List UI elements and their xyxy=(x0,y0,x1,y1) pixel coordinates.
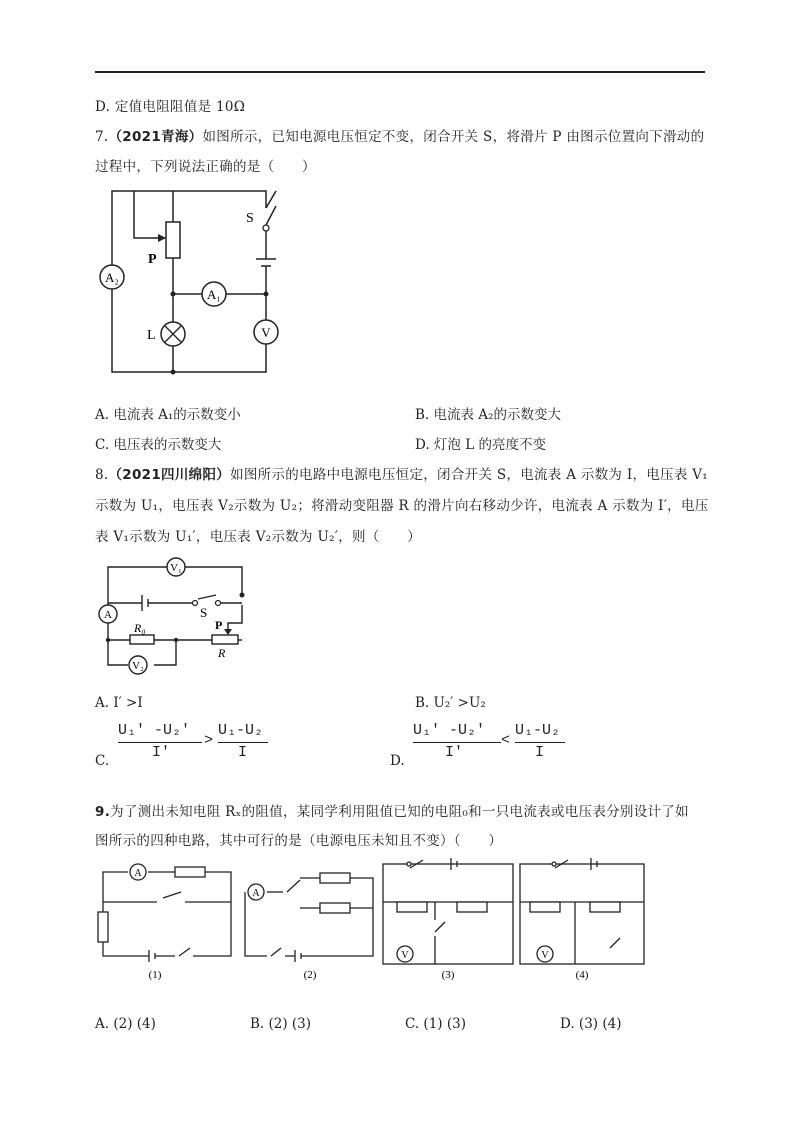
q8-option-c-letter: C. xyxy=(95,753,110,769)
svg-text:V: V xyxy=(541,950,549,961)
q9-stem-line-1 xyxy=(95,803,689,821)
label-r: R xyxy=(218,646,226,660)
q9-circuit-figures xyxy=(95,858,665,982)
switch-contact-icon xyxy=(263,225,269,231)
q7-number: 7. xyxy=(95,129,109,145)
label-a: A xyxy=(104,609,112,621)
q8-option-d-letter: D. xyxy=(390,753,405,769)
q9-option-c: C. (1) (3) xyxy=(405,1016,466,1032)
label-a1: A₁ xyxy=(207,287,221,302)
q8-stem-line-3: 表 V₁示数为 U₁′，电压表 V₂示数为 U₂′，则（ ） xyxy=(95,529,421,545)
svg-text:A: A xyxy=(134,868,142,879)
q8-number: 8. xyxy=(95,467,109,483)
d-numerator-left: U₁′ -U₂′ xyxy=(413,722,486,739)
label-a2: A₂ xyxy=(105,270,119,285)
q9-number: 9. xyxy=(95,804,111,820)
d-denominator-right: I xyxy=(535,744,545,761)
label-s: S xyxy=(246,211,254,226)
q9-option-a: A. (2) (4) xyxy=(95,1016,156,1032)
q7-option-d: D. 灯泡 L 的亮度不变 xyxy=(415,437,546,453)
q8-option-a: A. I′ >I xyxy=(95,695,143,711)
q9-option-b: B. (2) (3) xyxy=(250,1016,312,1032)
svg-text:A: A xyxy=(252,888,260,899)
d-operator: < xyxy=(501,732,511,749)
c-operator: > xyxy=(204,732,214,749)
label-p: P xyxy=(148,252,157,267)
d-numerator-right: U₁-U₂ xyxy=(515,722,561,739)
q8-stem-line-2: 示数为 U₁，电压表 V₂示数为 U₂；将滑动变阻器 R 的滑片向右移动少许，电流表 A 示数为 I′，电压 xyxy=(95,498,709,514)
q9-option-d: D. (3) (4) xyxy=(560,1016,622,1032)
c-numerator-right: U₁-U₂ xyxy=(218,722,264,739)
label-v1: V₁ xyxy=(170,562,182,574)
label-v: V xyxy=(261,325,271,340)
q9-stem-line-2: 图所示的四种电路，其中可行的是（电源电压未知且不变）（ ） xyxy=(95,833,503,849)
svg-text:V: V xyxy=(401,950,409,961)
q8-option-c-expression xyxy=(118,722,278,766)
q8-stem-line-1 xyxy=(95,466,708,484)
label-p8: P xyxy=(215,618,223,632)
c-denominator-left: I′ xyxy=(152,744,171,761)
d-denominator-left: I′ xyxy=(445,744,464,761)
q7-stem-line-1 xyxy=(95,128,704,146)
q9-stem-text: 为了测出未知电阻 Rₓ的阻值，某同学利用阻值已知的电阻₀和一只电流表或电压表分别设计了如 xyxy=(110,804,689,820)
label-l: L xyxy=(147,328,156,343)
q8-source: （2021四川绵阳） xyxy=(108,467,231,483)
q7-circuit-figure xyxy=(90,186,280,378)
c-numerator-left: U₁′ -U₂′ xyxy=(118,722,191,739)
q9-caption-1: (1) xyxy=(148,969,162,981)
q7-option-a: A. 电流表 A₁的示数变小 xyxy=(95,407,241,423)
q9-caption-2: (2) xyxy=(303,969,317,981)
q8-stem-text: 如图所示的电路中电源电压恒定，闭合开关 S，电流表 A 示数为 I，电压表 V₁ xyxy=(230,467,709,483)
q9-caption-4: (4) xyxy=(575,969,589,981)
label-s8: S xyxy=(200,605,208,620)
q8-circuit-figure xyxy=(92,555,252,675)
q8-option-d-expression xyxy=(413,722,583,766)
label-r0: R₀ xyxy=(134,621,146,635)
header-rule xyxy=(95,71,705,73)
label-v2: V₂ xyxy=(132,660,144,672)
c-denominator-right: I xyxy=(238,744,248,761)
q7-stem-line-2: 过程中，下列说法正确的是（ ） xyxy=(95,159,316,175)
q8-option-b: B. U₂′ >U₂ xyxy=(415,695,486,711)
q7-source: （2021青海） xyxy=(108,129,203,145)
q7-stem-text: 如图所示，已知电源电压恒定不变，闭合开关 S，将滑片 P 由图示位置向下滑动的 xyxy=(202,129,705,145)
slider-arrow-icon xyxy=(158,234,166,242)
q9-caption-3: (3) xyxy=(441,969,455,981)
q7-option-c: C. 电压表的示数变大 xyxy=(95,437,222,453)
q6-option-d: D. 定值电阻阻值是 10Ω xyxy=(95,99,246,115)
q7-option-b: B. 电流表 A₂的示数变大 xyxy=(415,407,561,423)
q8-slider-arrow-icon xyxy=(224,629,232,635)
